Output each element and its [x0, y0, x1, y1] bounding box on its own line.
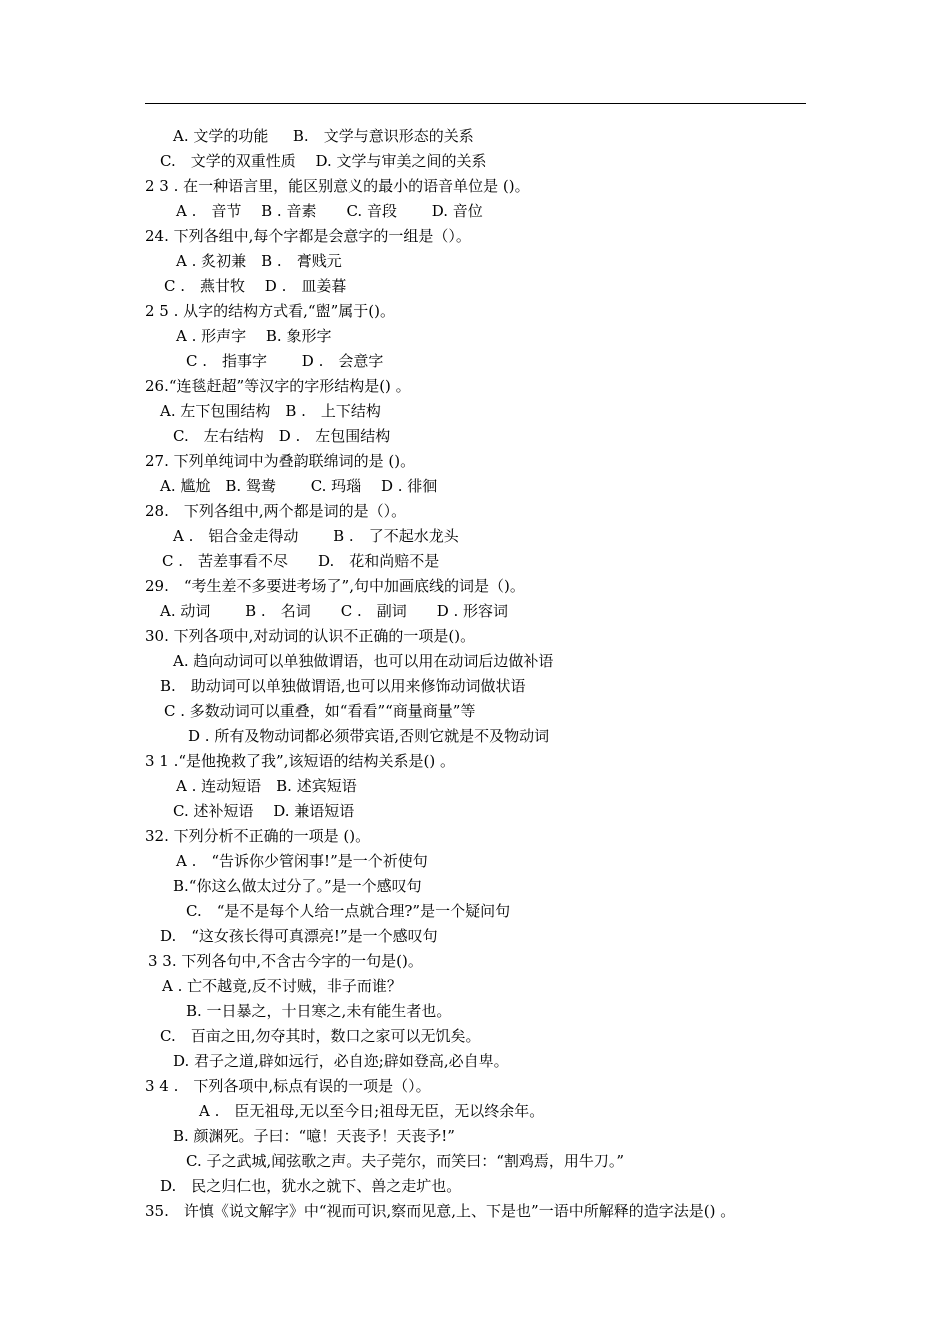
question-28-options-ab: A . 铝合金走得动 B . 了不起水龙头: [173, 527, 459, 545]
question-30-option-a: A. 趋向动词可以单独做谓语，也可以用在动词后边做补语: [173, 652, 554, 670]
question-34-option-c: C. 子之武城,闻弦歌之声。夫子莞尔，而笑曰：“割鸡焉，用牛刀。”: [186, 1152, 625, 1170]
question-26-options-cd: C. 左右结构 D . 左包围结构: [173, 427, 391, 445]
question-25-options-cd: C . 指事字 D . 会意字: [186, 352, 384, 370]
question-29-stem: 29. “考生差不多要进考场了”,句中加画底线的词是（)。: [145, 577, 525, 595]
question-32-option-c: C. “是不是每个人给一点就合理?”是一个疑问句: [186, 902, 511, 920]
question-32-option-d: D. “这女孩长得可真漂亮!”是一个感叹句: [160, 927, 438, 945]
question-31-stem: 3 1 .“是他挽救了我”,该短语的结构关系是() 。: [145, 752, 455, 770]
question-25-options-ab: A . 形声字 B. 象形字: [176, 327, 332, 345]
question-29-options: A. 动词 B . 名词 C . 副词 D . 形容词: [160, 602, 509, 620]
question-34-option-d: D. 民之归仁也，犹水之就下、兽之走圹也。: [160, 1177, 462, 1195]
question-34-stem: 3 4 . 下列各项中,标点有误的一项是（）。: [145, 1077, 431, 1095]
question-33-option-c: C. 百亩之田,勿夺其时，数口之家可以无饥矣。: [160, 1027, 481, 1045]
question-35-stem: 35. 许慎《说文解字》中“视而可识,察而见意,上、下是也”一语中所解释的造字法是() 。: [145, 1202, 736, 1220]
question-26-stem: 26.“连毯赶超”等汉字的字形结构是() 。: [145, 377, 411, 395]
question-31-options-cd: C. 述补短语 D. 兼语短语: [173, 802, 355, 820]
question-28-options-cd: C . 苦差事看不尽 D. 花和尚赔不是: [162, 552, 440, 570]
question-30-option-d: D . 所有及物动词都必须带宾语,否则它就是不及物动词: [188, 727, 550, 745]
question-32-option-a: A . “告诉你少管闲事!”是一个祈使句: [176, 852, 428, 870]
question-30-stem: 30. 下列各项中,对动词的认识不正确的一项是()。: [145, 627, 476, 645]
question-32-option-b: B.“你这么做太过分了。”是一个感叹句: [173, 877, 422, 895]
question-33-option-d: D. 君子之道,辟如远行，必自迩;辟如登高,必自卑。: [173, 1052, 509, 1070]
question-28-stem: 28. 下列各组中,两个都是词的是（）。: [145, 502, 407, 520]
question-34-option-b: B. 颜渊死。子曰：“噫！天丧予！天丧予!”: [173, 1127, 455, 1145]
question-30-option-c: C . 多数动词可以重叠，如“看看”“商量商量”等: [164, 702, 476, 720]
question-27-stem: 27. 下列单纯词中为叠韵联绵词的是 ()。: [145, 452, 416, 470]
question-31-options-ab: A . 连动短语 B. 述宾短语: [176, 777, 357, 795]
question-33-stem: 3 3. 下列各句中,不含古今字的一句是()。: [148, 952, 423, 970]
question-33-option-b: B. 一日暴之，十日寒之,未有能生者也。: [186, 1002, 452, 1020]
question-23-options: A . 音节 B . 音素 C. 音段 D. 音位: [176, 202, 483, 220]
question-23-stem: 2 3 . 在一种语言里，能区别意义的最小的语音单位是 ()。: [145, 177, 530, 195]
question-33-option-a: A . 亡不越竟,反不讨贼，非子而谁？: [162, 977, 402, 995]
question-22-options-ab: A. 文学的功能 B. 文学与意识形态的关系: [173, 127, 474, 145]
question-27-options: A. 尴尬 B. 鸳鸯 C. 玛瑙 D . 徘徊: [160, 477, 438, 495]
header-rule: [145, 103, 806, 104]
question-24-options-cd: C . 燕甘牧 D . 皿姜暮: [164, 277, 347, 295]
question-24-options-ab: A . 炙初兼 B . 膏贱元: [176, 252, 342, 270]
question-34-option-a: A . 臣无祖母,无以至今日;祖母无臣，无以终余年。: [199, 1102, 545, 1120]
question-32-stem: 32. 下列分析不正确的一项是 ()。: [145, 827, 371, 845]
question-26-options-ab: A. 左下包围结构 B . 上下结构: [160, 402, 381, 420]
question-30-option-b: B. 助动词可以单独做谓语,也可以用来修饰动词做状语: [160, 677, 526, 695]
question-25-stem: 2 5 . 从字的结构方式看,“盥”属于()。: [145, 302, 395, 320]
question-24-stem: 24. 下列各组中,每个字都是会意字的一组是（）。: [145, 227, 471, 245]
question-22-options-cd: C. 文学的双重性质 D. 文学与审美之间的关系: [160, 152, 487, 170]
